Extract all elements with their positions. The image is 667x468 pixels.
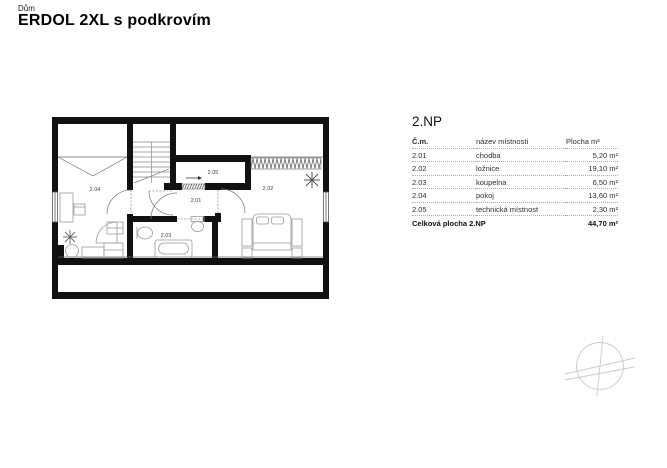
- roof-slope-lines: [58, 157, 323, 257]
- staircase: [133, 142, 170, 183]
- room-label-201: 2.01: [190, 198, 202, 204]
- total-value: 44,70 m²: [587, 219, 618, 228]
- plant-room-204: [63, 230, 77, 244]
- door-staircase: [149, 191, 173, 215]
- column-header-room-name: název místnosti: [476, 135, 566, 148]
- room-area: 19,10 m²: [566, 162, 618, 176]
- room-area: 13,60 m²: [566, 189, 618, 203]
- table-header-row: [412, 135, 618, 148]
- room-number: 2.02: [412, 162, 476, 176]
- compass-icon: [560, 330, 640, 410]
- floor-title: 2.NP: [412, 114, 443, 129]
- table-total-row: [412, 216, 618, 230]
- washbasin: [137, 227, 153, 239]
- table-row: [412, 202, 618, 216]
- total-label: Celková plocha 2.NP: [412, 219, 486, 228]
- column-header-area: Plocha m²: [566, 135, 618, 148]
- page-title: ERDOL 2XL s podkrovím: [18, 12, 211, 29]
- door-to-room-202: [218, 189, 245, 213]
- table-row: [412, 189, 618, 203]
- room-label-204: 2.04: [89, 187, 101, 193]
- room-label-205: 2.05: [207, 170, 219, 176]
- room-number: 2.01: [412, 148, 476, 162]
- bathtub: [155, 240, 192, 257]
- column-header-room-number: Č.m.: [412, 135, 476, 148]
- plant-room-202: [304, 172, 320, 188]
- door-bathroom: [151, 193, 203, 219]
- room-label-202: 2.02: [262, 186, 274, 192]
- double-bed: [242, 214, 302, 258]
- table-row: [412, 148, 618, 162]
- table-row: [412, 162, 618, 176]
- table-row: [412, 175, 618, 189]
- room-number: 2.05: [412, 202, 476, 216]
- door-to-room-204: [107, 190, 131, 214]
- desk: [60, 193, 85, 222]
- sofa-and-shelf: [66, 222, 124, 258]
- room-area-table: [412, 135, 618, 230]
- room-name: technická místnost: [476, 202, 566, 216]
- room-name: koupelna: [476, 175, 566, 189]
- window-right: [324, 192, 329, 222]
- window-left: [53, 192, 58, 222]
- house-kind-label: Dům: [18, 4, 35, 13]
- walls: [52, 117, 329, 299]
- room-label-203: 2.03: [160, 233, 172, 239]
- sliding-door-room-205: [182, 176, 205, 189]
- floor-area-panel: [412, 114, 618, 230]
- floor-plan-drawing: [40, 108, 340, 308]
- room-number: 2.03: [412, 175, 476, 189]
- room-name: ložnice: [476, 162, 566, 176]
- room-area: 6,50 m²: [566, 175, 618, 189]
- room-area: 5,20 m²: [566, 148, 618, 162]
- room-name: chodba: [476, 148, 566, 162]
- room-number: 2.04: [412, 189, 476, 203]
- room-name: pokoj: [476, 189, 566, 203]
- room-area: 2,30 m²: [566, 202, 618, 216]
- wardrobe: [251, 158, 321, 169]
